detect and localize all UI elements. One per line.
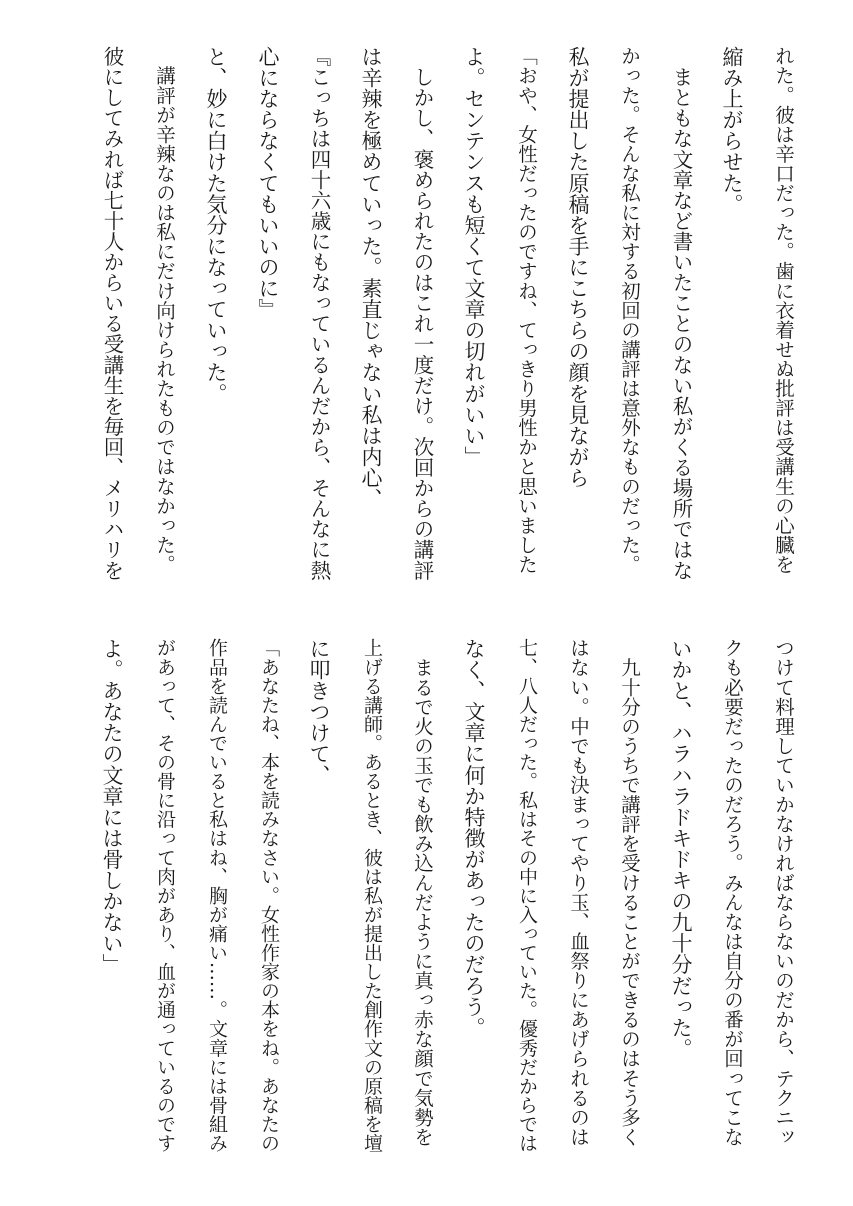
text-line: まるで火の玉でも飲み込んだように真っ赤な顔で気勢を <box>411 638 434 1147</box>
text-line: つけて料理していかなければならないのだから、テクニッ <box>772 638 795 1147</box>
text-line: はない。中でも決まってやり玉、血祭りにあげられるのは <box>567 638 590 1147</box>
text-line: 彼にしてみれば七十人からいる受講生を毎回、メリハリを <box>100 46 124 581</box>
text-line: いかと、ハラハラドキドキの九十分だった。 <box>669 638 693 1059</box>
text-line: 縮み上がらせた。 <box>720 46 744 215</box>
text-line: 七、八人だった。私はその中に入っていた。優秀だからでは <box>516 638 538 1153</box>
text-line: 私が提出した原稿を手にこちらの顔を見ながら <box>566 46 590 489</box>
text-line: があって、その骨に沿って肉があり、血が通っているのです <box>154 638 176 1153</box>
text-line: 講評が辛辣なのは私にだけ向けられたものではなかった。 <box>153 46 176 574</box>
text-line: 上げる講師。あるとき、彼は私が提出した創作文の原稿を壇 <box>361 638 383 1153</box>
text-line: と、妙に白けた気分になっていった。 <box>204 46 228 404</box>
text-line: れた。彼は辛口だった。歯に衣着せぬ批評は受講生の心臓を <box>772 46 795 574</box>
text-line: しかし、褒められたのはこれ一度だけ。次回からの講評 <box>410 46 434 581</box>
text-line: 九十分のうちで講評を受けることができるのはそう多く <box>618 638 641 1147</box>
text-line: よ。あなたの文章には骨しかない」 <box>100 638 124 975</box>
text-line: に叩きつけて、 <box>307 638 331 786</box>
text-line: 「あなたね、本を読みなさい。女性作家の本をね。あなたの <box>258 638 280 1153</box>
text-line: よ。センテンスも短くて文章の切れがいい」 <box>462 46 486 467</box>
text-line: なく、文章に何か特徴があったのだろう。 <box>462 638 486 1038</box>
text-line: 『こっちは四十六歳にもなっているんだから、そんなに熱 <box>307 46 331 581</box>
text-line: 心にならなくてもいいのに』 <box>256 46 280 320</box>
text-line: は辛辣を極めていった。素直じゃない私は内心、 <box>359 46 383 510</box>
text-line: クも必要だったのだろう。みんなは自分の番が回ってこな <box>721 638 744 1147</box>
text-line: まともな文章など書いたことのない私がくる場所ではな <box>669 46 693 581</box>
text-line: かった。そんな私に対する初回の講評は意外なものだった。 <box>618 46 641 574</box>
text-line: 作品を読んでいると私はね、胸が痛い……。文章には骨組み <box>206 638 228 1153</box>
text-line: 「おや、女性だったのですね、てっきり男性かと思いました <box>515 46 538 574</box>
